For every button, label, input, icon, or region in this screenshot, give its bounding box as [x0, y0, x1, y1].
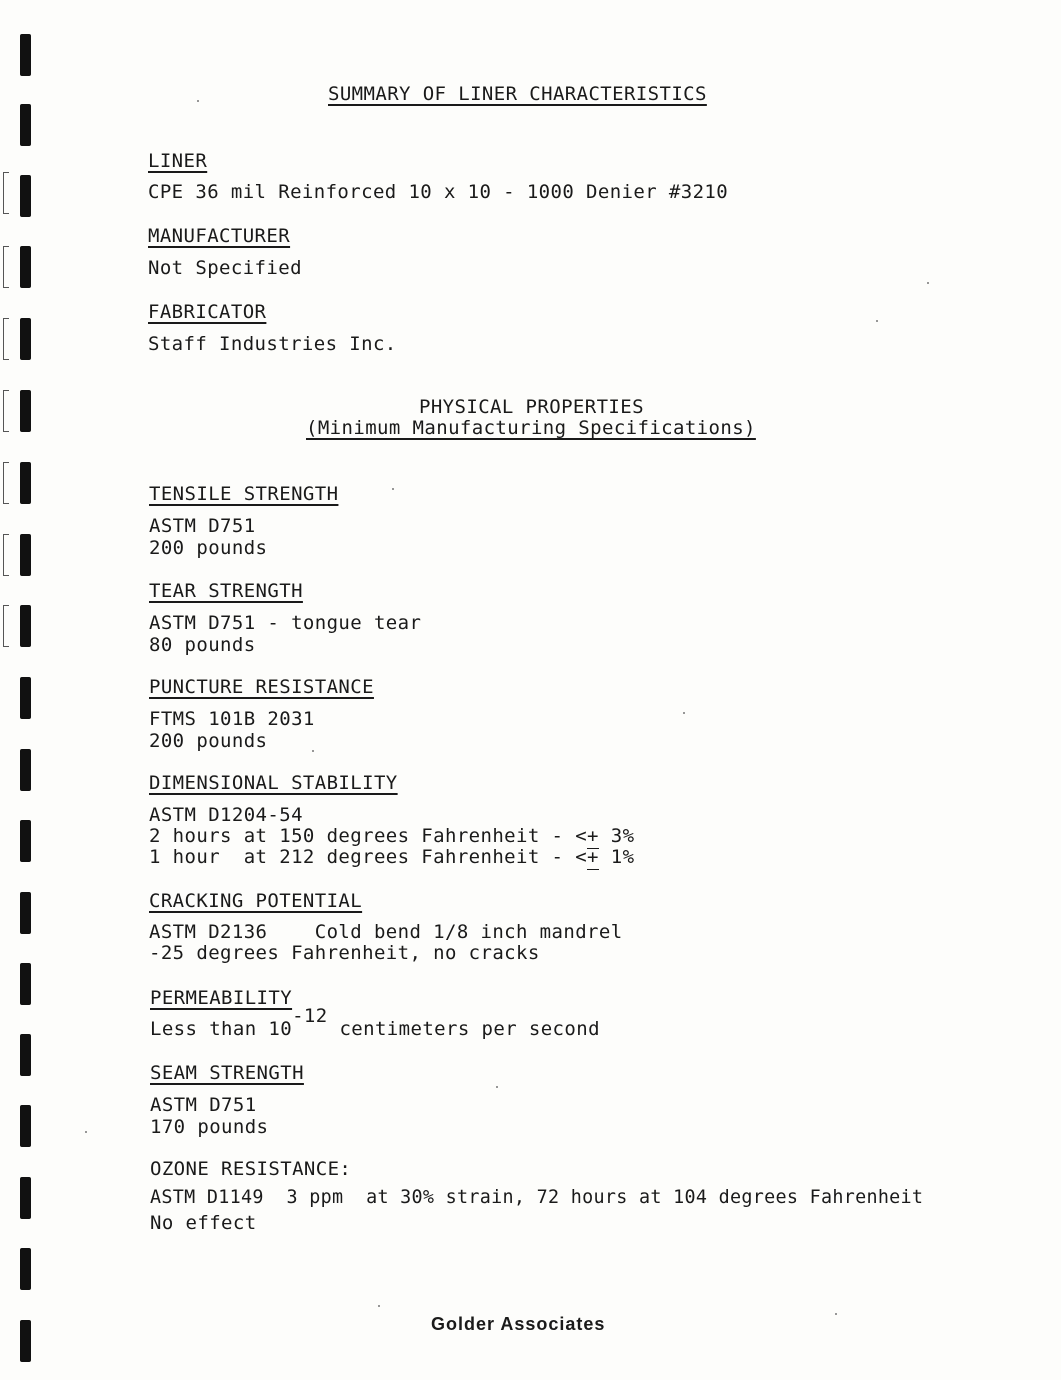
binder-hole	[20, 605, 31, 647]
seam-strength-method: ASTM D751	[150, 1094, 257, 1116]
binder-hole	[20, 1177, 31, 1219]
manufacturer-heading: MANUFACTURER	[148, 225, 291, 247]
binder-hole	[20, 677, 31, 719]
cracking-potential-result: -25 degrees Fahrenheit, no cracks	[149, 942, 540, 964]
dimensional-stability-line-212	[149, 846, 634, 868]
ozone-resistance-result: No effect	[150, 1212, 257, 1234]
tensile-strength-method: ASTM D751	[149, 515, 256, 537]
binder-hole	[20, 534, 31, 576]
binder-bracket	[3, 172, 9, 214]
dimensional-212-percent: 1%	[598, 846, 635, 868]
binder-hole	[20, 1248, 31, 1290]
liner-value: CPE 36 mil Reinforced 10 x 10 - 1000 Denier #3210	[148, 181, 729, 203]
cracking-potential-heading: CRACKING POTENTIAL	[149, 890, 363, 912]
binder-bracket	[3, 390, 9, 432]
scan-speck	[927, 282, 929, 284]
tear-strength-value: 80 pounds	[149, 634, 256, 656]
plus-minus-sign: +	[587, 825, 599, 847]
dimensional-150-text: 2 hours at 150 degrees Fahrenheit - <	[149, 825, 588, 847]
binder-hole	[20, 318, 31, 360]
fabricator-heading: FABRICATOR	[148, 301, 267, 323]
document-title: SUMMARY OF LINER CHARACTERISTICS	[328, 83, 707, 105]
binder-hole	[20, 1320, 31, 1362]
seam-strength-value: 170 pounds	[150, 1116, 269, 1138]
binder-hole	[20, 34, 31, 76]
binder-bracket	[3, 462, 9, 504]
binder-bracket	[3, 605, 9, 647]
binder-hole	[20, 1034, 31, 1076]
dimensional-212-text: 1 hour at 212 degrees Fahrenheit - <	[149, 846, 588, 868]
tensile-strength-value: 200 pounds	[149, 537, 268, 559]
puncture-resistance-method: FTMS 101B 2031	[149, 708, 315, 730]
tear-strength-method: ASTM D751 - tongue tear	[149, 612, 422, 634]
binder-hole	[20, 104, 31, 146]
binder-hole	[20, 820, 31, 862]
binder-hole	[20, 462, 31, 504]
binder-bracket	[3, 246, 9, 288]
permeability-value	[150, 1005, 600, 1040]
manufacturer-value: Not Specified	[148, 257, 302, 279]
scan-speck	[835, 1313, 837, 1315]
puncture-resistance-heading: PUNCTURE RESISTANCE	[149, 676, 374, 698]
scan-speck	[378, 1305, 380, 1307]
seam-strength-heading: SEAM STRENGTH	[150, 1062, 304, 1084]
scan-speck	[392, 488, 394, 490]
binder-hole	[20, 175, 31, 217]
binder-hole	[20, 963, 31, 1005]
scan-speck	[683, 712, 685, 714]
scan-speck	[85, 1131, 87, 1133]
permeability-exponent: -12	[292, 1005, 328, 1027]
footer-company: Golder Associates	[431, 1314, 606, 1334]
liner-heading: LINER	[148, 150, 208, 172]
scan-speck	[197, 100, 199, 102]
binder-hole	[20, 1105, 31, 1147]
permeability-unit: centimeters per second	[327, 1018, 600, 1040]
permeability-prefix: Less than 10	[150, 1018, 293, 1040]
scan-speck	[312, 750, 314, 752]
dimensional-stability-line-150	[149, 825, 634, 847]
plus-minus-sign: +	[587, 846, 599, 868]
cracking-potential-method: ASTM D2136 Cold bend 1/8 inch mandrel	[149, 921, 623, 943]
ozone-resistance-heading: OZONE RESISTANCE:	[150, 1158, 352, 1180]
binder-bracket	[3, 534, 9, 576]
scan-speck	[496, 1086, 498, 1088]
dimensional-stability-method: ASTM D1204-54	[149, 804, 303, 826]
puncture-resistance-value: 200 pounds	[149, 730, 268, 752]
tear-strength-heading: TEAR STRENGTH	[149, 580, 303, 602]
fabricator-value: Staff Industries Inc.	[148, 333, 397, 355]
binder-hole	[20, 246, 31, 288]
permeability-heading: PERMEABILITY	[150, 987, 293, 1009]
dimensional-150-percent: 3%	[598, 825, 635, 847]
ozone-resistance-method: ASTM D1149 3 ppm at 30% strain, 72 hours at 104 degrees Fahrenheit	[150, 1187, 924, 1208]
binder-hole	[20, 390, 31, 432]
dimensional-stability-heading: DIMENSIONAL STABILITY	[149, 772, 398, 794]
scan-speck	[876, 320, 878, 322]
binder-hole	[20, 749, 31, 791]
physical-properties-subheading: (Minimum Manufacturing Specifications)	[306, 417, 756, 439]
binder-hole	[20, 892, 31, 934]
binder-bracket	[3, 318, 9, 360]
tensile-strength-heading: TENSILE STRENGTH	[149, 483, 339, 505]
physical-properties-heading: PHYSICAL PROPERTIES	[419, 396, 644, 418]
